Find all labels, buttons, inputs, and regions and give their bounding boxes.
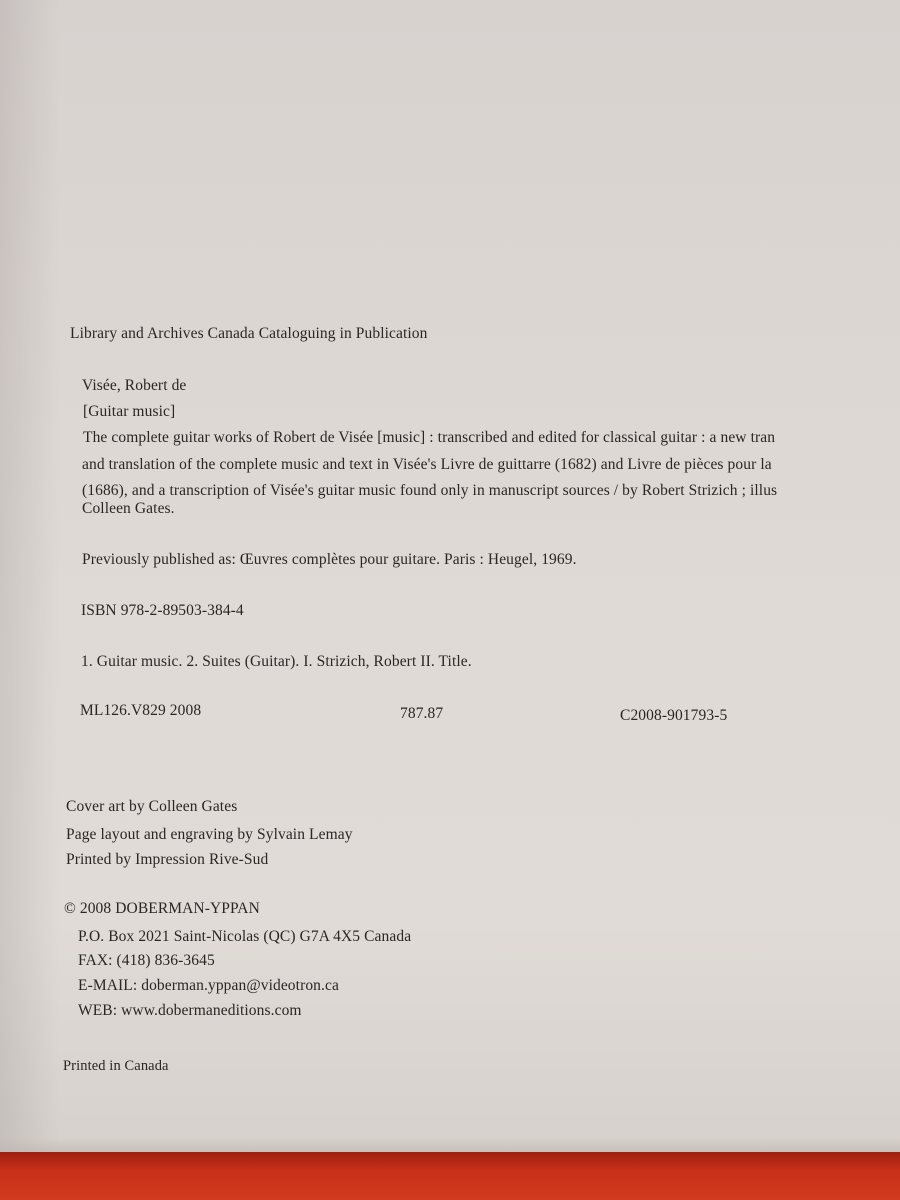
credit-cover-art: Cover art by Colleen Gates: [66, 798, 238, 815]
cip-uniform-title: [Guitar music]: [83, 403, 176, 420]
cip-lc-number: ML126.V829 2008: [80, 702, 202, 719]
cip-dewey-number: 787.87: [400, 705, 444, 722]
cip-description-line: The complete guitar works of Robert de Visée [music] : transcribed and edited for classical guitar : a new tran: [83, 429, 776, 446]
credit-layout: Page layout and engraving by Sylvain Lemay: [66, 826, 353, 843]
publisher-address: P.O. Box 2021 Saint-Nicolas (QC) G7A 4X5 Canada: [78, 928, 412, 945]
red-tablecloth-background: [0, 1152, 900, 1200]
publisher-fax: FAX: (418) 836-3645: [78, 952, 215, 969]
cip-heading: Library and Archives Canada Cataloguing in Publication: [70, 325, 428, 342]
cip-note: Previously published as: Œuvres complètes pour guitare. Paris : Heugel, 1969.: [82, 551, 577, 568]
cip-isbn: ISBN 978-2-89503-384-4: [81, 602, 244, 619]
cip-control-number: C2008-901793-5: [620, 707, 728, 724]
publisher-copyright: © 2008 DOBERMAN-YPPAN: [64, 900, 260, 917]
page-shadow: [0, 0, 60, 1152]
cip-subjects: 1. Guitar music. 2. Suites (Guitar). I. Strizich, Robert II. Title.: [81, 653, 472, 670]
publisher-email: E-MAIL: doberman.yppan@videotron.ca: [78, 977, 339, 994]
cip-description-line: and translation of the complete music and text in Visée's Livre de guittarre (1682) and Livre de pièces pour la: [82, 456, 772, 473]
cip-author: Visée, Robert de: [82, 377, 187, 394]
cip-description-line: (1686), and a transcription of Visée's guitar music found only in manuscript sources / by Robert Strizich ; illus: [82, 482, 778, 499]
page-bottom-edge: [0, 1138, 900, 1152]
cip-description-line: Colleen Gates.: [82, 500, 175, 517]
publisher-web: WEB: www.dobermaneditions.com: [78, 1002, 302, 1019]
credit-printer: Printed by Impression Rive-Sud: [66, 851, 269, 868]
printed-in: Printed in Canada: [63, 1058, 169, 1074]
